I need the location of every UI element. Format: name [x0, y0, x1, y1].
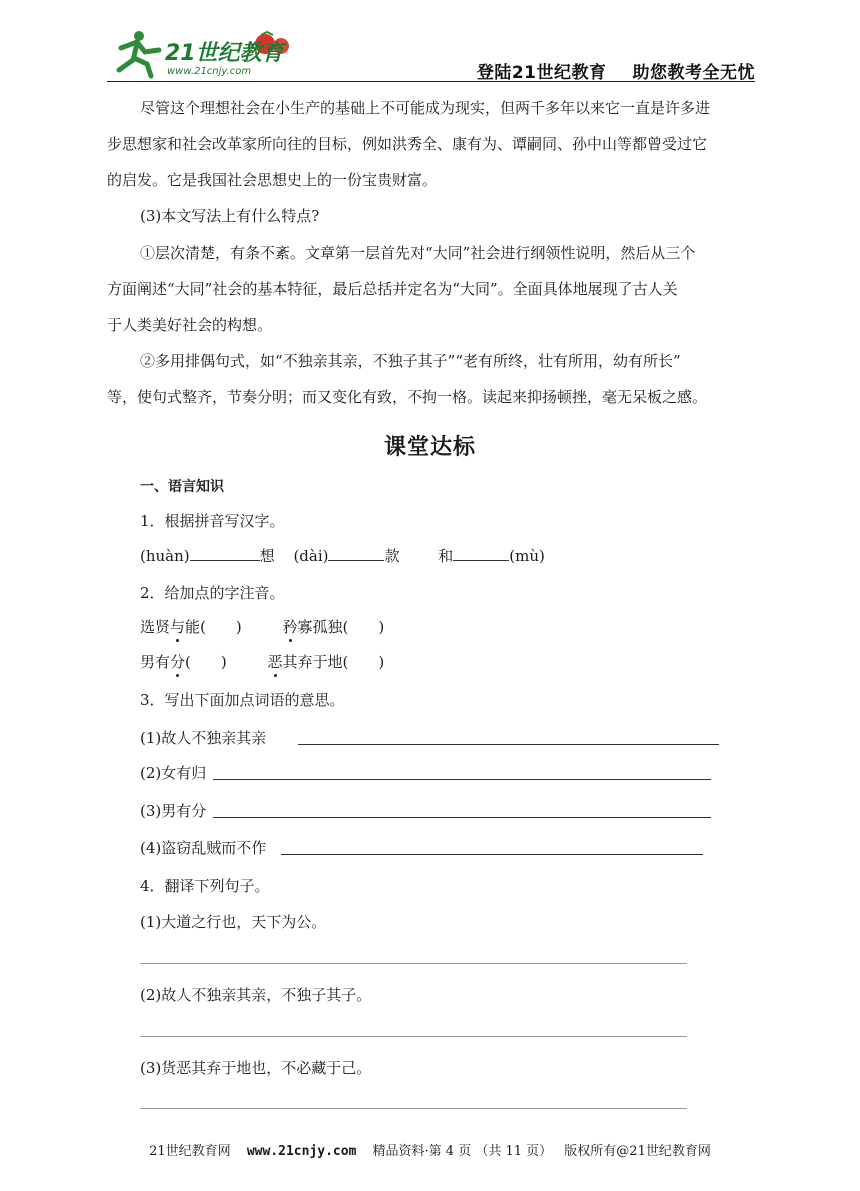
q1-blank-3[interactable] — [453, 546, 509, 561]
q1-after-2: 款 — [384, 547, 400, 565]
q3-point1-line-2: 方面阐述“大同”社会的基本特征，最后总括并定名为“大同”。全面具体地展现了古人关 — [107, 280, 678, 298]
q1-items — [140, 546, 545, 566]
intro-line-3: 的启发。它是我国社会思想史上的一份宝贵财富。 — [107, 171, 438, 189]
q1-blank-1[interactable] — [190, 546, 260, 561]
q4-label: 4．翻译下列句子。 — [140, 877, 270, 895]
logo-url: www.21cnjy.com — [167, 66, 252, 77]
q1-after-1: 想 — [259, 547, 275, 565]
logo — [107, 26, 307, 80]
tagline-right: 助您教考全无忧 — [632, 63, 755, 83]
tagline-left: 登陆21世纪教育 — [476, 63, 607, 83]
q2-r1-close-2: ) — [378, 618, 385, 636]
q3-point1-line-1: ①层次清楚，有条不紊。文章第一层首先对“大同”社会进行纲领性说明，然后从三个 — [140, 244, 696, 262]
logo-text: 21世纪教育 — [165, 41, 284, 66]
q2-r1-close-1: ) — [235, 618, 242, 636]
intro-line-1: 尽管这个理想社会在小生产的基础上不可能成为现实，但两千多年以来它一直是许多进 — [140, 99, 711, 117]
q2-r2-close-2: ) — [378, 653, 385, 671]
q4-item-1: (1)大道之行也，天下为公。 — [140, 913, 327, 931]
q3-point1-line-3: 于人类美好社会的构想。 — [107, 316, 273, 334]
q2-r2-dot-2: 恶 — [267, 653, 283, 671]
q2-r2-dot-1: 分 — [170, 653, 186, 671]
q2-r2-post-1: ( — [185, 653, 191, 671]
part1-title: 一、语言知识 — [140, 479, 224, 495]
q3-word-2-answer[interactable] — [213, 779, 711, 780]
q3-point2-line-2: 等，使句式整齐，节奏分明；而又变化有致，不拘一格。读起来抑扬顿挫，毫无呆板之感。 — [107, 388, 708, 406]
q4-item-3: (3)货恶其弃于地也，不必藏于己。 — [140, 1059, 372, 1077]
q3-word-1: (1)故人不独亲其亲 — [140, 729, 267, 747]
q1-pinyin-2: (dài) — [293, 547, 329, 565]
q4-item-1-answer[interactable] — [140, 963, 687, 964]
q2-r1-pre-1: 选贤 — [140, 618, 171, 636]
q3-word-2: (2)女有归 — [140, 764, 207, 782]
q4-item-3-answer[interactable] — [140, 1108, 687, 1109]
footer-url[interactable]: www.21cnjy.com — [246, 1144, 357, 1159]
q3-word-4-answer[interactable] — [281, 854, 703, 855]
q2-row-1 — [140, 617, 384, 637]
q3-word-3: (3)男有分 — [140, 802, 207, 820]
q2-r1-dot-1: 与 — [170, 618, 186, 636]
q3-words-label: 3．写出下面加点词语的意思。 — [140, 691, 345, 709]
q3-word-3-answer[interactable] — [213, 817, 711, 818]
section-title: 课堂达标 — [383, 435, 476, 460]
q3-word-4: (4)盗窃乱贼而不作 — [140, 839, 267, 857]
q2-label: 2．给加点的字注音。 — [140, 584, 285, 602]
footer-page-info: 精品资料·第 4 页 （共 11 页） — [372, 1144, 553, 1159]
q3-question: (3)本文写法上有什么特点? — [140, 207, 320, 225]
q4-item-2: (2)故人不独亲其亲，不独子其子。 — [140, 986, 372, 1004]
q1-pinyin-1: (huàn) — [140, 547, 190, 565]
q1-label: 1．根据拼音写汉字。 — [140, 512, 285, 530]
q3-point2-line-1: ②多用排偶句式，如“不独亲其亲，不独子其子”“老有所终，壮有所用，幼有所长” — [140, 352, 681, 370]
q1-pinyin-3: (mù) — [509, 547, 545, 565]
footer-copyright: 版权所有@21世纪教育网 — [564, 1144, 711, 1159]
q2-r1-dot-2: 矜 — [282, 618, 298, 636]
q2-r1-post-2: 寡孤独( — [297, 618, 349, 636]
header-divider — [107, 81, 755, 82]
q2-row-2 — [140, 652, 384, 672]
q2-r2-close-1: ) — [220, 653, 227, 671]
q2-r1-post-1: 能( — [185, 618, 206, 636]
q2-r2-post-2: 其弃于地( — [282, 653, 349, 671]
page-footer — [0, 1140, 860, 1159]
footer-site: 21世纪教育网 — [149, 1144, 231, 1159]
header-tagline — [477, 58, 755, 83]
q1-blank-2[interactable] — [328, 546, 384, 561]
q3-word-1-answer[interactable] — [298, 744, 719, 745]
q4-item-2-answer[interactable] — [140, 1036, 687, 1037]
q2-r2-pre-1: 男有 — [140, 653, 171, 671]
q1-before-3: 和 — [438, 547, 454, 565]
page-header — [107, 26, 755, 82]
intro-line-2: 步思想家和社会改革家所向往的目标，例如洪秀全、康有为、谭嗣同、孙中山等都曾受过它 — [107, 135, 708, 153]
